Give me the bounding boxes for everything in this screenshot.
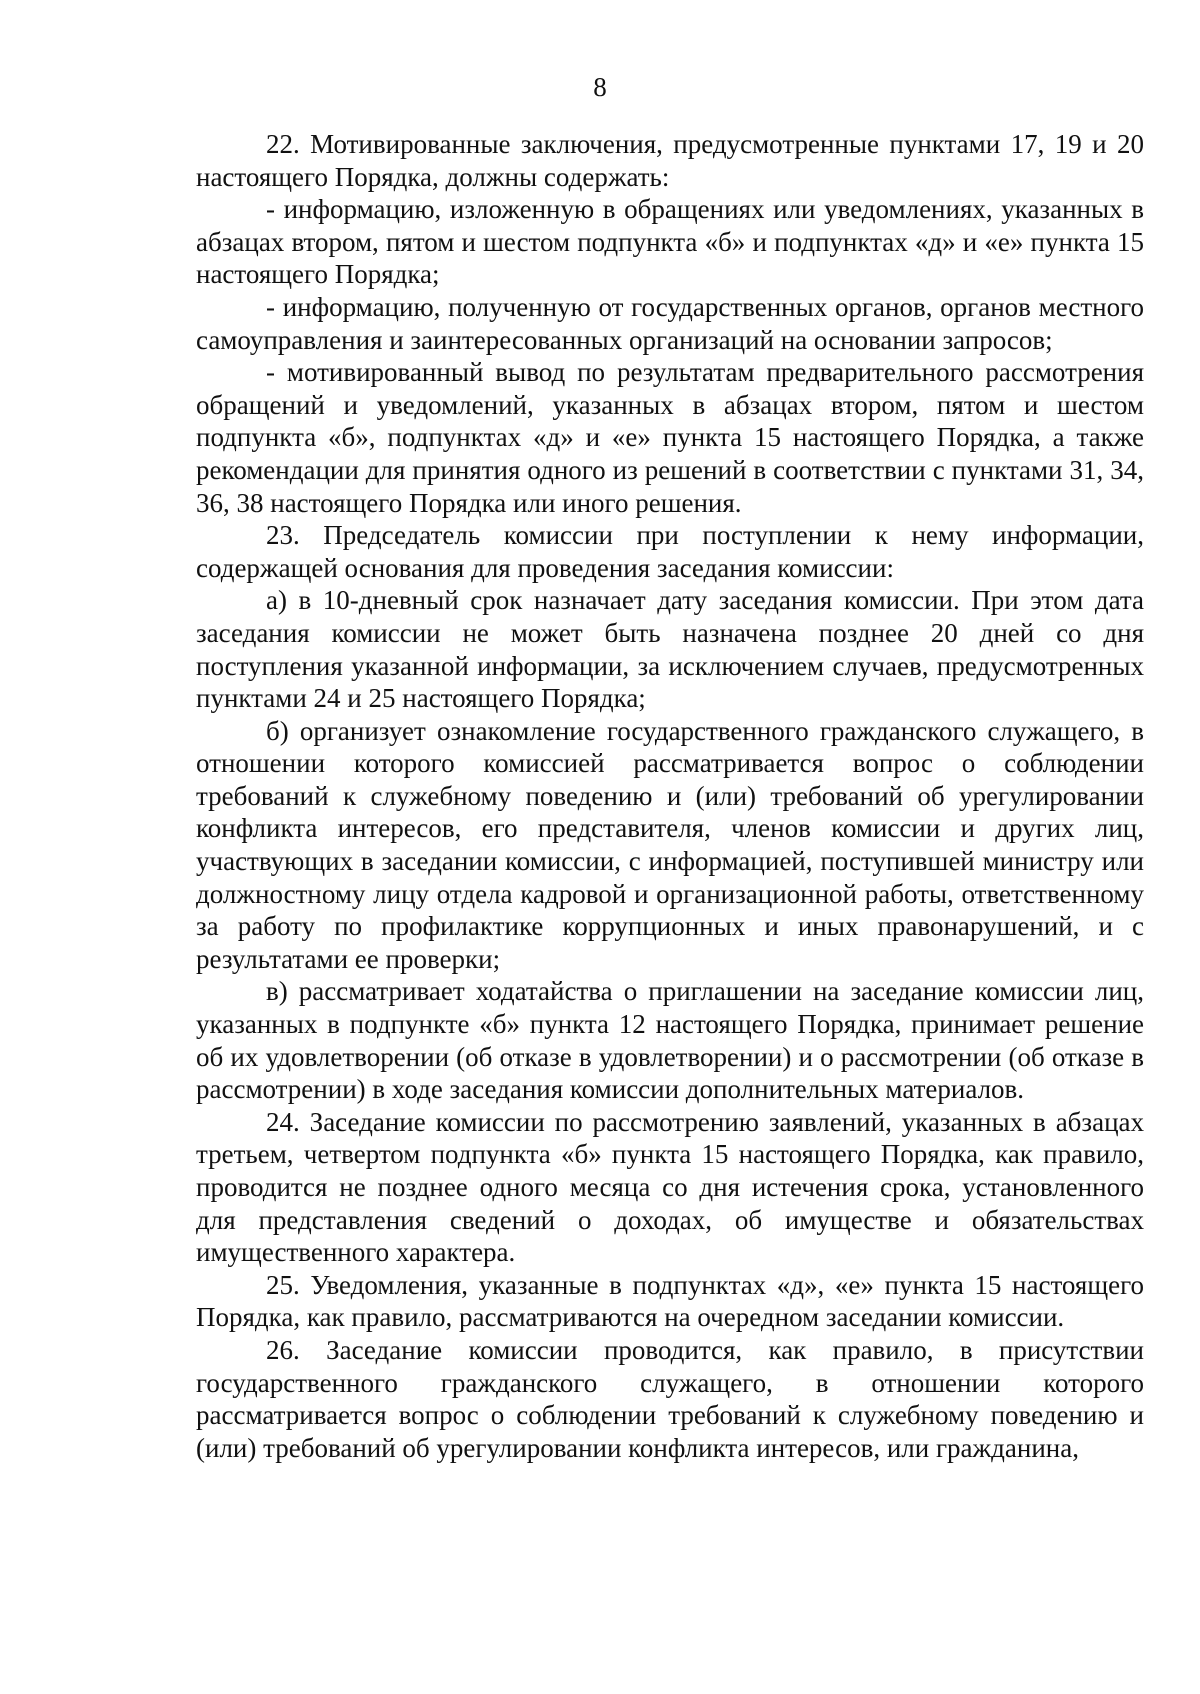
page-number: 8 [593,72,607,102]
paragraph-23-b: б) организует ознакомление государственного гражданского служащего, в отношении которого комиссией рассматривается вопрос о соблюдении требований к служебному поведению и (или) требований об урегулировании конфликта интересов, его представителя, членов комиссии и других лиц, участвующих в заседании комиссии, с информацией, поступившей министру или должностному лицу отдела кадровой и организационной работы, ответственному за работу по профилактике коррупционных и иных правонарушений, и с результатами ее проверки; [196,715,1144,974]
paragraph-24: 24. Заседание комиссии по рассмотрению заявлений, указанных в абзацах третьем, четвертом подпункта «б» пункта 15 настоящего Порядка, как правило, проводится не позднее одного месяца со дня истечения срока, установленного для представления сведений о доходах, об имуществе и обязательствах имущественного характера. [196,1106,1144,1268]
paragraph-22: 22. Мотивированные заключения, предусмотренные пунктами 17, 19 и 20 настоящего Порядка, должны содержать: [196,129,1144,192]
paragraph-23-a: а) в 10-дневный срок назначает дату заседания комиссии. При этом дата заседания комиссии не может быть назначена позднее 20 дней со дня поступления указанной информации, за исключением случаев, предусмотренных пунктами 24 и 25 настоящего Порядка; [196,585,1144,714]
paragraph-22-item-2: - информацию, полученную от государственных органов, органов местного самоуправления и заинтересованных организаций на основании запросов; [196,291,1144,355]
paragraph-22-item-3: - мотивированный вывод по результатам предварительного рассмотрения обращений и уведомлений, указанных в абзацах втором, пятом и шестом подпункта «б», подпунктах «д» и «е» пункта 15 настоящего Порядка, а также рекомендации для принятия одного из решений в соответствии с пунктами 31, 34, 36, 38 настоящего Порядка или иного решения. [196,357,1144,518]
document-body [196,128,1144,1464]
paragraph-22-item-1: - информацию, изложенную в обращениях или уведомлениях, указанных в абзацах втором, пятом и шестом подпункта «б» и подпунктах «д» и «е» пункта 15 настоящего Порядка; [196,194,1144,290]
paragraph-26: 26. Заседание комиссии проводится, как правило, в присутствии государственного гражданского служащего, в отношении которого рассматривается вопрос о соблюдении требований к служебному поведению и (или) требований об урегулировании конфликта интересов, или гражданина, [196,1334,1144,1463]
paragraph-25: 25. Уведомления, указанные в подпунктах «д», «е» пункта 15 настоящего Порядка, как правило, рассматриваются на очередном заседании комиссии. [196,1269,1144,1333]
paragraph-23: 23. Председатель комиссии при поступлении к нему информации, содержащей основания для проведения заседания комиссии: [196,520,1144,583]
paragraph-23-v: в) рассматривает ходатайства о приглашении на заседание комиссии лиц, указанных в подпункте «б» пункта 12 настоящего Порядка, принимает решение об их удовлетворении (об отказе в удовлетворении) и о рассмотрении (об отказе в рассмотрении) в ходе заседания комиссии дополнительных материалов. [196,976,1144,1105]
